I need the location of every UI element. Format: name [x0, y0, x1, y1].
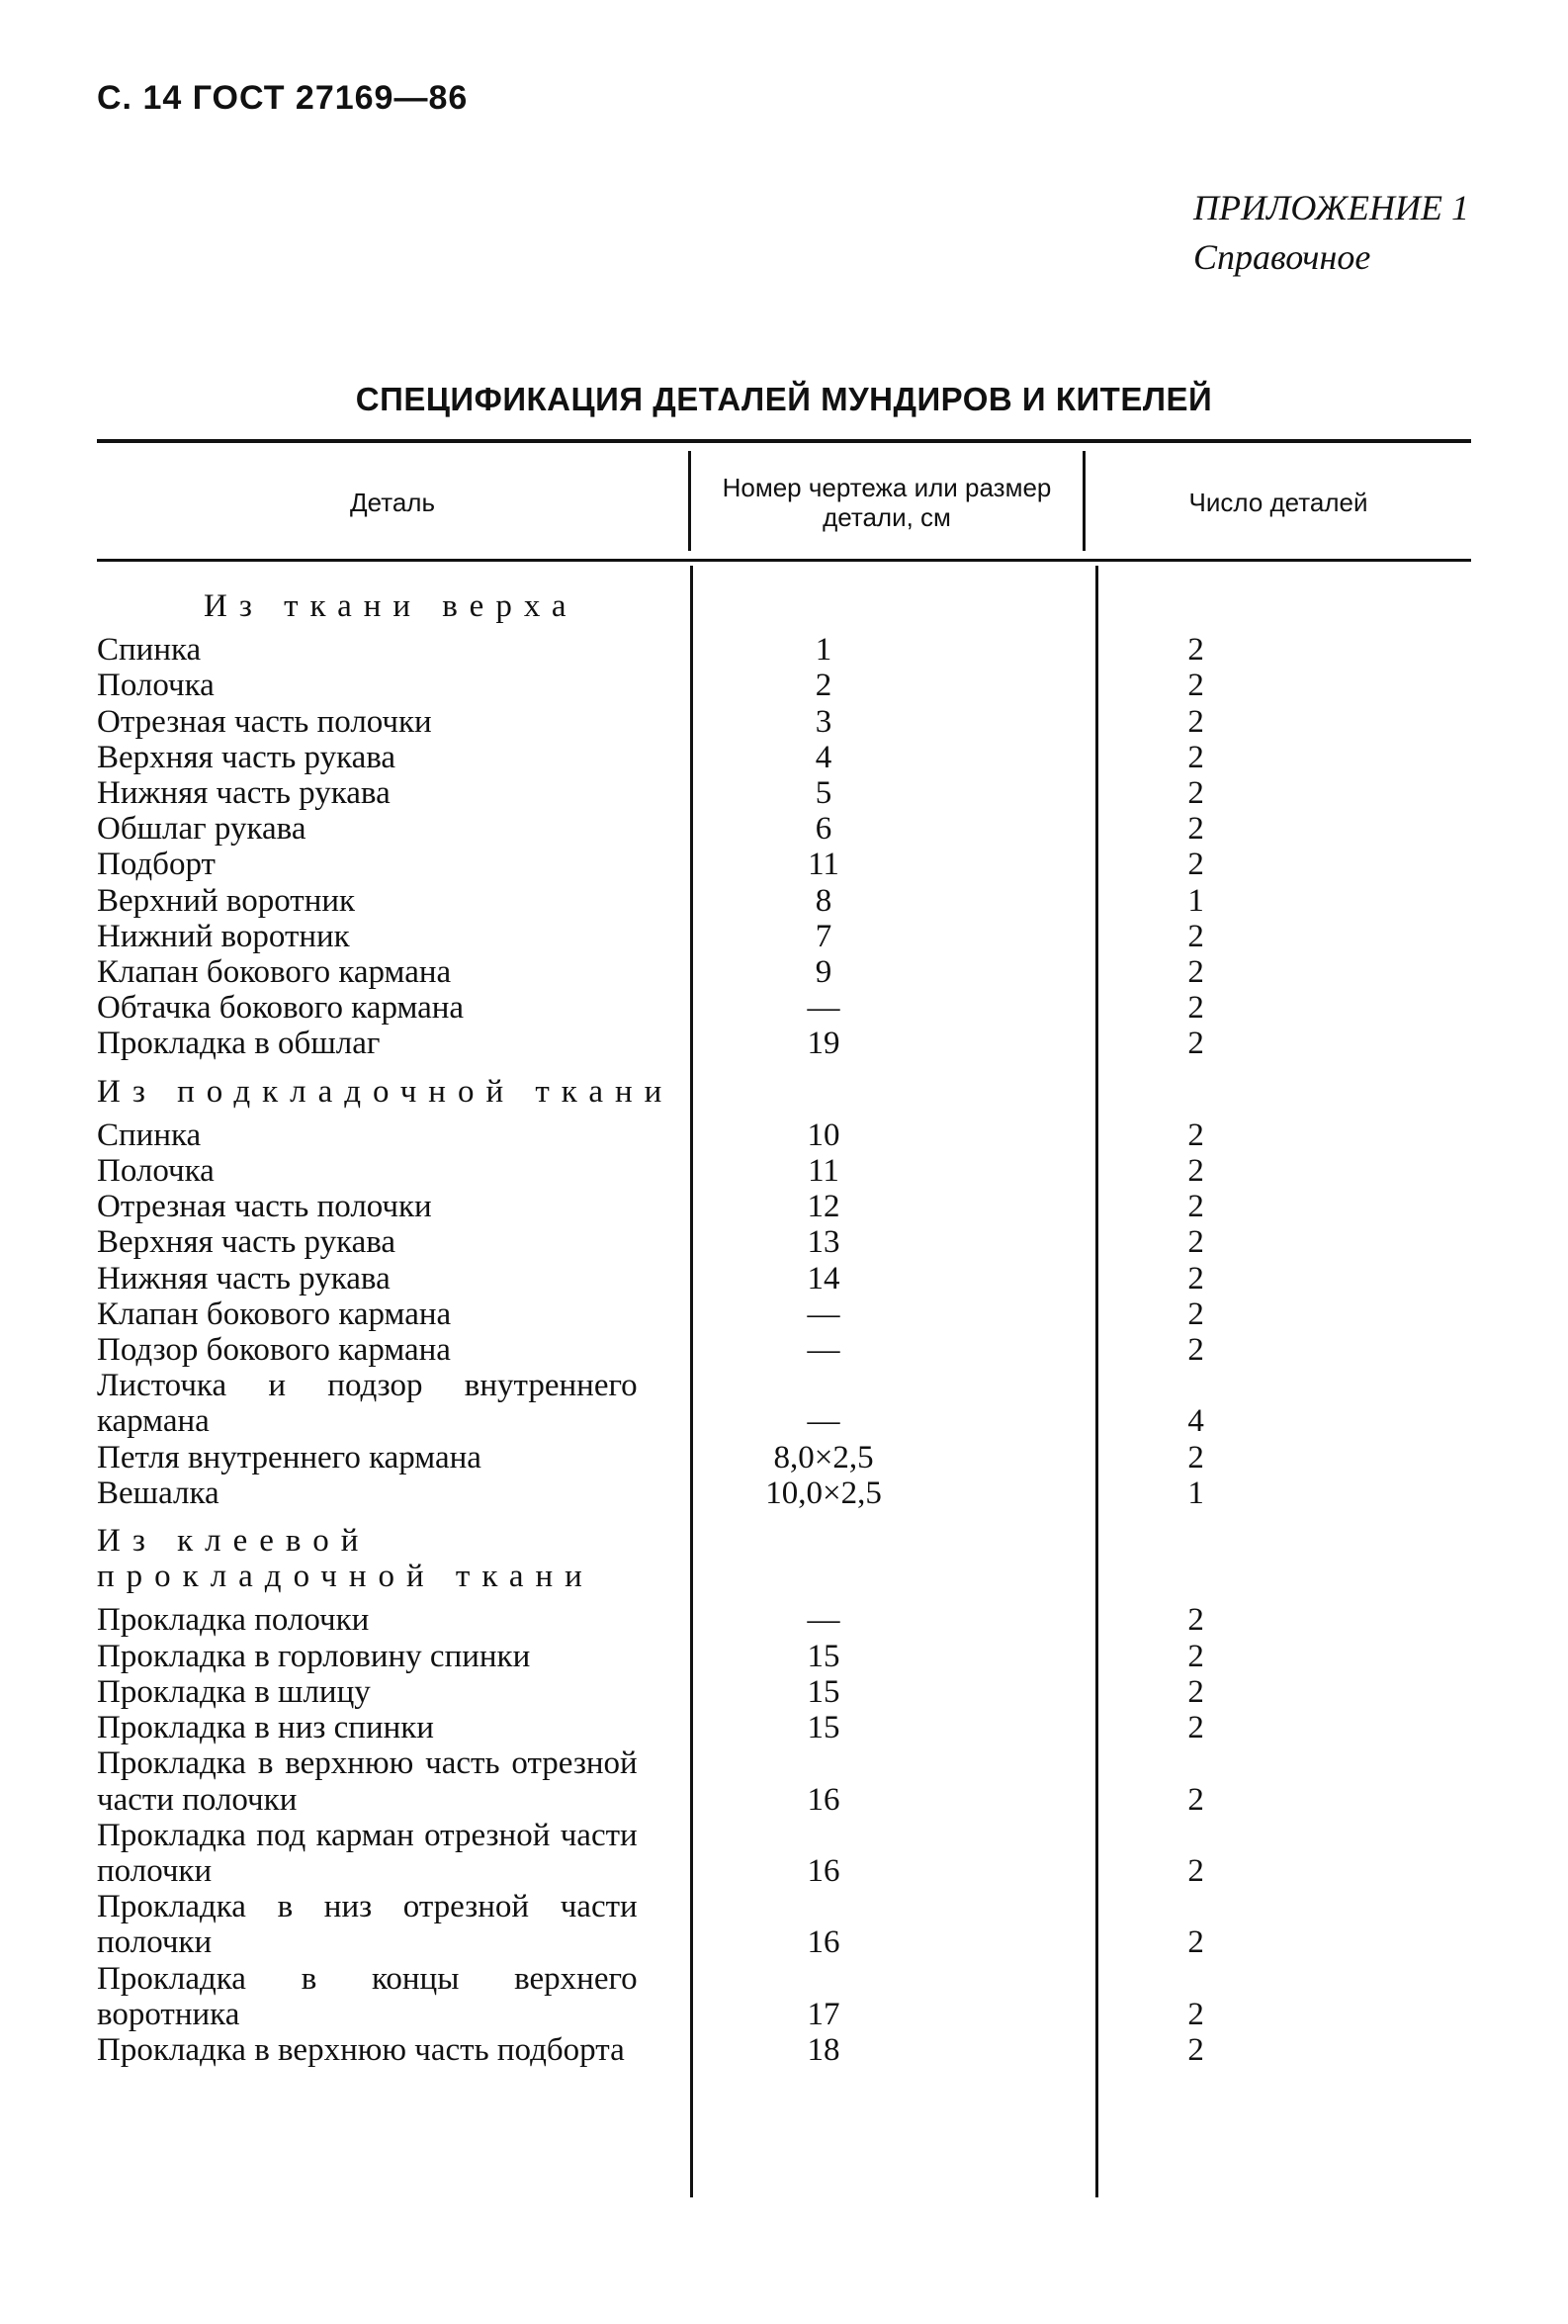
table-top-rule [97, 439, 1471, 443]
document-title: СПЕЦИФИКАЦИЯ ДЕТАЛЕЙ МУНДИРОВ И КИТЕЛЕЙ [355, 381, 1213, 417]
part-name: Клапан бокового кармана [97, 1296, 452, 1332]
drawing-number: 18 [807, 2031, 840, 2068]
drawing-number: — [807, 1602, 840, 1639]
part-count: 2 [1187, 990, 1204, 1027]
part-name: Прокладка в горловину спинки [97, 1638, 531, 1674]
drawing-number: 14 [807, 1260, 840, 1296]
part-name: Петля внутреннего кармана [97, 1439, 481, 1475]
part-count: 1 [1187, 1475, 1204, 1511]
table-row [97, 1117, 1382, 1153]
part-name: Вешалка [97, 1475, 219, 1511]
part-name: Прокладка полочки [97, 1602, 370, 1639]
section-heading-row [97, 1523, 1382, 1594]
table-row [97, 1475, 1382, 1511]
table-row [97, 775, 1382, 811]
table-row [97, 954, 1382, 990]
drawing-number: 7 [815, 918, 832, 954]
part-count: 2 [1187, 1224, 1204, 1261]
drawing-number: 6 [815, 811, 832, 848]
part-count: 2 [1187, 1602, 1204, 1639]
section-title: Из клеевой прокладочной ткани [97, 1523, 594, 1595]
drawing-number: 15 [807, 1673, 840, 1710]
part-count: 2 [1187, 1924, 1204, 1961]
section-title: Из подкладочной ткани [97, 1073, 674, 1110]
part-name: Клапан бокового кармана [97, 954, 452, 991]
part-count: 2 [1187, 775, 1204, 812]
table-row [97, 1224, 1382, 1260]
section-spacer [97, 1511, 1382, 1523]
table-row [97, 1296, 1382, 1332]
table-row [97, 1961, 1382, 2032]
part-name: Полочка [97, 1153, 215, 1190]
part-name: Прокладка в шлицу [97, 1673, 371, 1710]
table-row [97, 1889, 1382, 1960]
table-body [97, 588, 1382, 2068]
part-name: Подборт [97, 847, 216, 883]
drawing-number: 10,0×2,5 [765, 1475, 882, 1511]
section-spacer [97, 1062, 1382, 1074]
section-heading-row [97, 1074, 1382, 1110]
part-name: Прокладка под карман отрезной части полочки [97, 1817, 646, 1889]
part-name: Прокладка в низ отрезной части полочки [97, 1889, 646, 1961]
table-row [97, 1440, 1382, 1475]
part-count: 2 [1187, 1189, 1204, 1225]
part-count: 2 [1187, 1296, 1204, 1332]
table-header-rule [97, 559, 1471, 562]
part-name: Обшлаг рукава [97, 811, 306, 848]
table-row [97, 1368, 1382, 1439]
table-row [97, 1745, 1382, 1817]
table-row [97, 990, 1382, 1026]
part-name: Прокладка в обшлаг [97, 1026, 381, 1062]
part-count: 2 [1187, 1260, 1204, 1296]
drawing-number: — [807, 1296, 840, 1332]
part-name: Прокладка в концы верхнего воротника [97, 1960, 646, 2032]
table-row [97, 704, 1382, 740]
part-name: Нижняя часть рукава [97, 775, 391, 812]
drawing-number: 15 [807, 1710, 840, 1746]
part-count: 2 [1187, 1781, 1204, 1818]
drawing-number: 16 [807, 1852, 840, 1889]
drawing-number: 8,0×2,5 [773, 1439, 874, 1475]
drawing-number: 9 [815, 954, 832, 991]
part-count: 2 [1187, 847, 1204, 883]
part-count: 2 [1187, 703, 1204, 740]
section-heading-row [97, 588, 1382, 624]
table-row [97, 1710, 1382, 1745]
part-count: 2 [1187, 1996, 1204, 2032]
table-row [97, 1189, 1382, 1224]
drawing-number: 2 [815, 668, 832, 704]
column-header-part: Деталь [350, 488, 435, 517]
table-row [97, 811, 1382, 847]
part-count: 2 [1187, 918, 1204, 954]
table-row [97, 1026, 1382, 1061]
table-row [97, 883, 1382, 919]
drawing-number: 4 [815, 739, 832, 775]
part-name: Прокладка в верхнюю часть подборта [97, 2031, 625, 2068]
part-name: Прокладка в низ спинки [97, 1710, 434, 1746]
table-row [97, 919, 1382, 954]
table-row [97, 2032, 1382, 2068]
part-count: 2 [1187, 1439, 1204, 1475]
part-count: 2 [1187, 954, 1204, 991]
part-count: 2 [1187, 632, 1204, 669]
drawing-number: 3 [815, 703, 832, 740]
drawing-number: — [807, 1332, 840, 1369]
table-row [97, 668, 1382, 703]
table-row [97, 632, 1382, 668]
drawing-number: — [807, 990, 840, 1027]
table-row [97, 1674, 1382, 1710]
part-name: Верхняя часть рукава [97, 739, 396, 775]
drawing-number: 17 [807, 1996, 840, 2032]
drawing-number: 5 [815, 775, 832, 812]
drawing-number: 1 [815, 632, 832, 669]
table-row [97, 740, 1382, 775]
table-row [97, 1153, 1382, 1189]
drawing-number: 8 [815, 882, 832, 919]
appendix-label [1193, 183, 1469, 282]
part-count: 2 [1187, 1673, 1204, 1710]
part-count: 2 [1187, 668, 1204, 704]
part-count: 4 [1187, 1403, 1204, 1440]
drawing-number: 16 [807, 1924, 840, 1961]
drawing-number: 10 [807, 1117, 840, 1153]
part-count: 2 [1187, 2031, 1204, 2068]
part-name: Нижняя часть рукава [97, 1260, 391, 1296]
part-count: 2 [1187, 1153, 1204, 1190]
column-header-count: Число деталей [1188, 488, 1368, 517]
part-count: 2 [1187, 811, 1204, 848]
part-count: 2 [1187, 1117, 1204, 1153]
table-row [97, 1602, 1382, 1638]
drawing-number: 11 [808, 1153, 839, 1190]
appendix-title: ПРИЛОЖЕНИЕ 1 [1193, 188, 1469, 227]
part-name: Обтачка бокового кармана [97, 990, 465, 1027]
drawing-number: 12 [807, 1189, 840, 1225]
page-reference: С. 14 ГОСТ 27169—86 [97, 79, 469, 117]
part-name: Отрезная часть полочки [97, 703, 432, 740]
part-name: Полочка [97, 668, 215, 704]
table-row [97, 1818, 1382, 1889]
part-name: Подзор бокового кармана [97, 1332, 451, 1369]
part-count: 2 [1187, 1710, 1204, 1746]
table-row [97, 1261, 1382, 1296]
table-row [97, 847, 1382, 882]
part-name: Спинка [97, 632, 202, 669]
part-name: Листочка и подзор внутреннего кармана [97, 1368, 646, 1440]
part-name: Нижний воротник [97, 918, 350, 954]
column-header-drawing: Номер чертежа или размер детали, см [722, 473, 1052, 532]
part-name: Спинка [97, 1117, 202, 1153]
part-count: 2 [1187, 739, 1204, 775]
drawing-number: 13 [807, 1224, 840, 1261]
part-name: Отрезная часть полочки [97, 1189, 432, 1225]
part-count: 2 [1187, 1852, 1204, 1889]
drawing-number: 16 [807, 1781, 840, 1818]
appendix-subtitle: Справочное [1193, 237, 1371, 277]
drawing-number: 19 [807, 1026, 840, 1062]
drawing-number: 15 [807, 1638, 840, 1674]
table-row [97, 1332, 1382, 1368]
drawing-number: 11 [808, 847, 839, 883]
part-name: Прокладка в верхнюю часть отрезной части полочки [97, 1745, 646, 1818]
part-count: 2 [1187, 1332, 1204, 1369]
part-name: Верхний воротник [97, 882, 356, 919]
part-name: Верхняя часть рукава [97, 1224, 396, 1261]
part-count: 2 [1187, 1638, 1204, 1674]
drawing-number: — [807, 1403, 840, 1440]
section-title: Из ткани верха [204, 588, 578, 624]
part-count: 1 [1187, 882, 1204, 919]
part-count: 2 [1187, 1026, 1204, 1062]
table-row [97, 1639, 1382, 1674]
